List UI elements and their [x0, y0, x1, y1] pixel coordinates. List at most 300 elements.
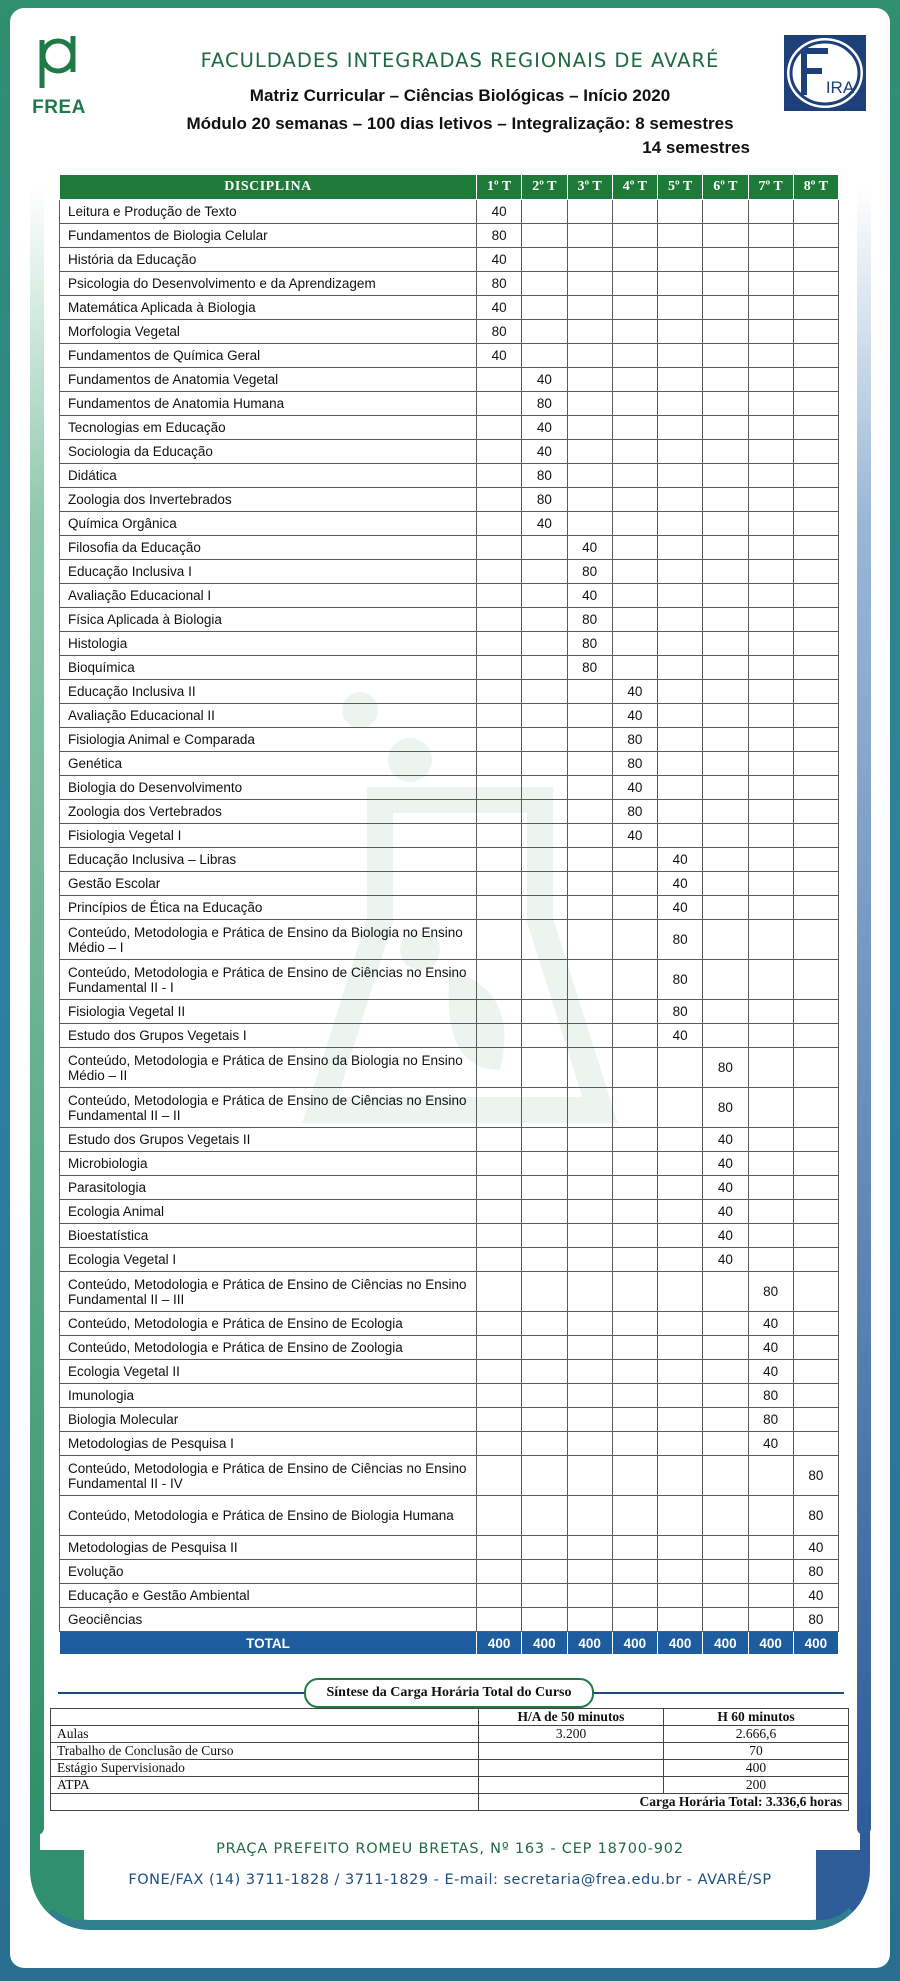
table-row	[60, 320, 839, 344]
empty-cell	[793, 320, 838, 344]
hours-cell: 80	[703, 1088, 748, 1128]
sintese-h-value: 2.666,6	[664, 1726, 849, 1743]
empty-cell	[658, 200, 703, 224]
hours-cell: 40	[612, 704, 657, 728]
discipline-name: Ecologia Vegetal I	[60, 1248, 477, 1272]
empty-cell	[793, 344, 838, 368]
empty-cell	[477, 560, 522, 584]
empty-cell	[748, 584, 793, 608]
empty-cell	[658, 1560, 703, 1584]
empty-cell	[793, 1152, 838, 1176]
empty-cell	[612, 344, 657, 368]
empty-cell	[567, 1608, 612, 1632]
table-row	[60, 680, 839, 704]
empty-cell	[612, 320, 657, 344]
discipline-name: História da Educação	[60, 248, 477, 272]
empty-cell	[748, 272, 793, 296]
empty-cell	[612, 464, 657, 488]
empty-cell	[658, 224, 703, 248]
empty-cell	[748, 416, 793, 440]
discipline-name: Educação Inclusiva II	[60, 680, 477, 704]
empty-cell	[477, 1088, 522, 1128]
discipline-name: Evolução	[60, 1560, 477, 1584]
empty-cell	[748, 248, 793, 272]
empty-cell	[793, 248, 838, 272]
table-row	[60, 656, 839, 680]
discipline-name: Conteúdo, Metodologia e Prática de Ensino da Biologia no Ensino Médio – I	[60, 920, 477, 960]
discipline-name: Histologia	[60, 632, 477, 656]
fira-logo-text: IRA	[825, 78, 855, 97]
hours-cell: 40	[522, 440, 567, 464]
empty-cell	[522, 824, 567, 848]
discipline-name: Zoologia dos Invertebrados	[60, 488, 477, 512]
empty-cell	[793, 440, 838, 464]
empty-cell	[612, 872, 657, 896]
hours-cell: 40	[703, 1200, 748, 1224]
empty-cell	[477, 1456, 522, 1496]
empty-cell	[567, 920, 612, 960]
empty-cell	[522, 248, 567, 272]
empty-cell	[793, 656, 838, 680]
empty-cell	[477, 1536, 522, 1560]
empty-cell	[793, 488, 838, 512]
empty-cell	[793, 1088, 838, 1128]
empty-cell	[522, 776, 567, 800]
table-row	[60, 1176, 839, 1200]
empty-cell	[567, 1496, 612, 1536]
hours-cell: 40	[793, 1536, 838, 1560]
frea-logo	[30, 32, 88, 118]
empty-cell	[477, 536, 522, 560]
empty-cell	[748, 728, 793, 752]
hours-cell: 40	[522, 416, 567, 440]
empty-cell	[477, 1248, 522, 1272]
empty-cell	[748, 848, 793, 872]
table-row	[60, 224, 839, 248]
max-duration: 14 semestres	[642, 138, 750, 157]
table-row	[60, 440, 839, 464]
hours-cell: 80	[612, 752, 657, 776]
empty-cell	[658, 536, 703, 560]
empty-cell	[522, 584, 567, 608]
table-row	[60, 1408, 839, 1432]
empty-cell	[477, 1432, 522, 1456]
empty-cell	[612, 200, 657, 224]
empty-cell	[703, 1024, 748, 1048]
empty-cell	[793, 848, 838, 872]
empty-cell	[748, 632, 793, 656]
empty-cell	[748, 872, 793, 896]
empty-cell	[703, 608, 748, 632]
empty-cell	[477, 1496, 522, 1536]
empty-cell	[703, 440, 748, 464]
hours-cell: 40	[477, 200, 522, 224]
empty-cell	[703, 752, 748, 776]
hours-cell: 80	[477, 272, 522, 296]
empty-cell	[612, 1560, 657, 1584]
column-header-term: 1º T	[477, 175, 522, 200]
empty-cell	[658, 272, 703, 296]
right-decorative-bar	[857, 185, 871, 1835]
empty-cell	[658, 1584, 703, 1608]
empty-cell	[612, 1536, 657, 1560]
empty-cell	[703, 1408, 748, 1432]
hours-cell: 80	[477, 224, 522, 248]
empty-cell	[703, 416, 748, 440]
empty-cell	[793, 1176, 838, 1200]
sintese-total: Carga Horária Total: 3.336,6 horas	[479, 1794, 849, 1811]
sintese-row	[51, 1760, 849, 1777]
table-row	[60, 608, 839, 632]
empty-cell	[477, 1336, 522, 1360]
empty-cell	[658, 656, 703, 680]
empty-cell	[658, 1128, 703, 1152]
empty-cell	[793, 1248, 838, 1272]
empty-cell	[522, 1584, 567, 1608]
footer-contact: FONE/FAX (14) 3711-1828 / 3711-1829 - E-mail: secretaria@frea.edu.br - AVARÉ/SP	[128, 1872, 772, 1888]
empty-cell	[477, 848, 522, 872]
empty-cell	[703, 320, 748, 344]
discipline-name: Fisiologia Animal e Comparada	[60, 728, 477, 752]
table-row	[60, 1496, 839, 1536]
empty-cell	[567, 1360, 612, 1384]
empty-cell	[522, 536, 567, 560]
empty-cell	[522, 1560, 567, 1584]
empty-cell	[703, 680, 748, 704]
empty-cell	[703, 560, 748, 584]
empty-cell	[477, 1128, 522, 1152]
empty-cell	[612, 248, 657, 272]
discipline-name: Sociologia da Educação	[60, 440, 477, 464]
empty-cell	[793, 224, 838, 248]
empty-cell	[748, 656, 793, 680]
empty-cell	[658, 248, 703, 272]
empty-cell	[793, 1408, 838, 1432]
table-row	[60, 464, 839, 488]
empty-cell	[522, 1384, 567, 1408]
empty-cell	[658, 344, 703, 368]
empty-cell	[658, 1384, 703, 1408]
empty-cell	[477, 1272, 522, 1312]
empty-cell	[612, 1432, 657, 1456]
empty-cell	[567, 1384, 612, 1408]
empty-cell	[477, 776, 522, 800]
empty-cell	[748, 1000, 793, 1024]
empty-cell	[703, 272, 748, 296]
hours-cell: 80	[793, 1608, 838, 1632]
empty-cell	[658, 512, 703, 536]
empty-cell	[567, 296, 612, 320]
empty-cell	[522, 896, 567, 920]
empty-cell	[522, 608, 567, 632]
empty-cell	[658, 1224, 703, 1248]
empty-cell	[522, 1456, 567, 1496]
total-cell: 400	[748, 1632, 793, 1655]
empty-cell	[522, 1128, 567, 1152]
empty-cell	[612, 536, 657, 560]
table-row	[60, 1560, 839, 1584]
empty-cell	[703, 1384, 748, 1408]
sintese-label: Trabalho de Conclusão de Curso	[51, 1743, 479, 1760]
empty-cell	[703, 800, 748, 824]
empty-cell	[748, 920, 793, 960]
hours-cell: 40	[748, 1432, 793, 1456]
sintese-h-value: 200	[664, 1777, 849, 1794]
hours-cell: 80	[793, 1496, 838, 1536]
empty-cell	[477, 728, 522, 752]
empty-cell	[567, 872, 612, 896]
empty-cell	[793, 392, 838, 416]
empty-cell	[703, 344, 748, 368]
empty-cell	[522, 960, 567, 1000]
empty-cell	[793, 272, 838, 296]
empty-cell	[793, 960, 838, 1000]
empty-cell	[477, 1384, 522, 1408]
total-cell: 400	[703, 1632, 748, 1655]
empty-cell	[477, 632, 522, 656]
discipline-name: Genética	[60, 752, 477, 776]
empty-cell	[522, 920, 567, 960]
empty-cell	[477, 1560, 522, 1584]
table-row	[60, 728, 839, 752]
empty-cell	[477, 896, 522, 920]
empty-cell	[567, 1408, 612, 1432]
hours-cell: 40	[612, 680, 657, 704]
hours-cell: 40	[567, 584, 612, 608]
sintese-empty-cell	[51, 1709, 479, 1726]
empty-cell	[612, 440, 657, 464]
empty-cell	[658, 1408, 703, 1432]
empty-cell	[658, 1536, 703, 1560]
total-cell: 400	[658, 1632, 703, 1655]
table-row	[60, 200, 839, 224]
institution-name: FACULDADES INTEGRADAS REGIONAIS DE AVARÉ	[200, 49, 720, 72]
empty-cell	[477, 1000, 522, 1024]
empty-cell	[612, 224, 657, 248]
empty-cell	[793, 824, 838, 848]
empty-cell	[567, 680, 612, 704]
empty-cell	[567, 1336, 612, 1360]
sintese-ha-value	[479, 1743, 664, 1760]
total-cell: 400	[793, 1632, 838, 1655]
empty-cell	[748, 536, 793, 560]
empty-cell	[658, 680, 703, 704]
empty-cell	[793, 584, 838, 608]
empty-cell	[567, 1128, 612, 1152]
empty-cell	[748, 776, 793, 800]
empty-cell	[522, 272, 567, 296]
empty-cell	[658, 1088, 703, 1128]
empty-cell	[658, 416, 703, 440]
empty-cell	[477, 824, 522, 848]
empty-cell	[567, 800, 612, 824]
empty-cell	[703, 1336, 748, 1360]
empty-cell	[522, 1024, 567, 1048]
hours-cell: 80	[567, 632, 612, 656]
hours-cell: 80	[748, 1384, 793, 1408]
empty-cell	[477, 872, 522, 896]
sintese-empty-cell	[51, 1794, 479, 1811]
sintese-row	[51, 1726, 849, 1743]
table-row	[60, 1336, 839, 1360]
hours-cell: 40	[703, 1152, 748, 1176]
discipline-name: Metodologias de Pesquisa I	[60, 1432, 477, 1456]
total-label: TOTAL	[60, 1632, 477, 1655]
empty-cell	[658, 728, 703, 752]
discipline-name: Didática	[60, 464, 477, 488]
empty-cell	[612, 608, 657, 632]
empty-cell	[793, 1432, 838, 1456]
empty-cell	[477, 1408, 522, 1432]
discipline-name: Avaliação Educacional II	[60, 704, 477, 728]
empty-cell	[567, 272, 612, 296]
empty-cell	[522, 1224, 567, 1248]
column-header-term: 8º T	[793, 175, 838, 200]
empty-cell	[793, 1128, 838, 1152]
empty-cell	[567, 896, 612, 920]
empty-cell	[612, 392, 657, 416]
hours-cell: 80	[477, 320, 522, 344]
empty-cell	[522, 1152, 567, 1176]
curriculum-title: Matriz Curricular – Ciências Biológicas – Início 2020	[249, 86, 671, 105]
empty-cell	[703, 920, 748, 960]
empty-cell	[703, 896, 748, 920]
empty-cell	[703, 200, 748, 224]
discipline-name: Educação Inclusiva I	[60, 560, 477, 584]
discipline-name: Tecnologias em Educação	[60, 416, 477, 440]
empty-cell	[658, 1048, 703, 1088]
column-header-disciplina: DISCIPLINA	[60, 175, 477, 200]
empty-cell	[612, 584, 657, 608]
empty-cell	[703, 512, 748, 536]
hours-cell: 80	[748, 1272, 793, 1312]
empty-cell	[703, 960, 748, 1000]
table-row	[60, 584, 839, 608]
empty-cell	[522, 1312, 567, 1336]
hours-cell: 40	[748, 1360, 793, 1384]
empty-cell	[567, 960, 612, 1000]
empty-cell	[793, 896, 838, 920]
empty-cell	[522, 1360, 567, 1384]
sintese-label: ATPA	[51, 1777, 479, 1794]
hours-cell: 40	[477, 296, 522, 320]
empty-cell	[703, 248, 748, 272]
table-row	[60, 1000, 839, 1024]
empty-cell	[748, 1496, 793, 1536]
empty-cell	[567, 1088, 612, 1128]
discipline-name: Conteúdo, Metodologia e Prática de Ensino de Ciências no Ensino Fundamental II - IV	[60, 1456, 477, 1496]
hours-cell: 40	[703, 1176, 748, 1200]
empty-cell	[522, 344, 567, 368]
discipline-name: Gestão Escolar	[60, 872, 477, 896]
sintese-ha-value	[479, 1760, 664, 1777]
table-row	[60, 1152, 839, 1176]
empty-cell	[703, 872, 748, 896]
empty-cell	[612, 296, 657, 320]
empty-cell	[477, 1048, 522, 1088]
table-header-row	[60, 175, 839, 200]
hours-cell: 80	[658, 960, 703, 1000]
empty-cell	[522, 296, 567, 320]
discipline-name: Conteúdo, Metodologia e Prática de Ensino de Zoologia	[60, 1336, 477, 1360]
empty-cell	[612, 1608, 657, 1632]
empty-cell	[748, 824, 793, 848]
empty-cell	[477, 368, 522, 392]
empty-cell	[703, 1456, 748, 1496]
empty-cell	[703, 392, 748, 416]
hours-cell: 80	[522, 464, 567, 488]
table-row	[60, 248, 839, 272]
empty-cell	[522, 848, 567, 872]
fira-logo	[782, 33, 868, 113]
empty-cell	[793, 680, 838, 704]
empty-cell	[793, 608, 838, 632]
empty-cell	[658, 440, 703, 464]
empty-cell	[612, 1336, 657, 1360]
empty-cell	[703, 1608, 748, 1632]
empty-cell	[658, 704, 703, 728]
empty-cell	[567, 1224, 612, 1248]
empty-cell	[477, 1024, 522, 1048]
empty-cell	[567, 464, 612, 488]
empty-cell	[748, 440, 793, 464]
empty-cell	[567, 1024, 612, 1048]
empty-cell	[612, 1224, 657, 1248]
empty-cell	[567, 416, 612, 440]
empty-cell	[658, 1200, 703, 1224]
discipline-name: Ecologia Vegetal II	[60, 1360, 477, 1384]
empty-cell	[522, 200, 567, 224]
frea-logo-text: FREA	[32, 97, 86, 118]
empty-cell	[567, 848, 612, 872]
discipline-name: Avaliação Educacional I	[60, 584, 477, 608]
empty-cell	[793, 704, 838, 728]
hours-cell: 40	[703, 1248, 748, 1272]
empty-cell	[567, 1248, 612, 1272]
sintese-row	[51, 1777, 849, 1794]
discipline-name: Microbiologia	[60, 1152, 477, 1176]
discipline-name: Estudo dos Grupos Vegetais I	[60, 1024, 477, 1048]
table-row	[60, 1272, 839, 1312]
empty-cell	[477, 392, 522, 416]
empty-cell	[612, 1312, 657, 1336]
empty-cell	[748, 512, 793, 536]
empty-cell	[703, 1536, 748, 1560]
empty-cell	[612, 272, 657, 296]
table-row	[60, 776, 839, 800]
empty-cell	[477, 680, 522, 704]
empty-cell	[522, 1000, 567, 1024]
empty-cell	[567, 1272, 612, 1312]
sintese-row	[51, 1743, 849, 1760]
empty-cell	[748, 704, 793, 728]
empty-cell	[658, 1152, 703, 1176]
discipline-name: Conteúdo, Metodologia e Prática de Ensino da Biologia no Ensino Médio – II	[60, 1048, 477, 1088]
discipline-name: Biologia Molecular	[60, 1408, 477, 1432]
empty-cell	[748, 1200, 793, 1224]
empty-cell	[612, 416, 657, 440]
empty-cell	[522, 1408, 567, 1432]
empty-cell	[567, 1048, 612, 1088]
empty-cell	[658, 296, 703, 320]
empty-cell	[793, 1312, 838, 1336]
empty-cell	[793, 368, 838, 392]
empty-cell	[748, 296, 793, 320]
column-header-term: 7º T	[748, 175, 793, 200]
sintese-title: Síntese da Carga Horária Total do Curso	[304, 1678, 594, 1708]
empty-cell	[748, 960, 793, 1000]
hours-cell: 40	[703, 1224, 748, 1248]
